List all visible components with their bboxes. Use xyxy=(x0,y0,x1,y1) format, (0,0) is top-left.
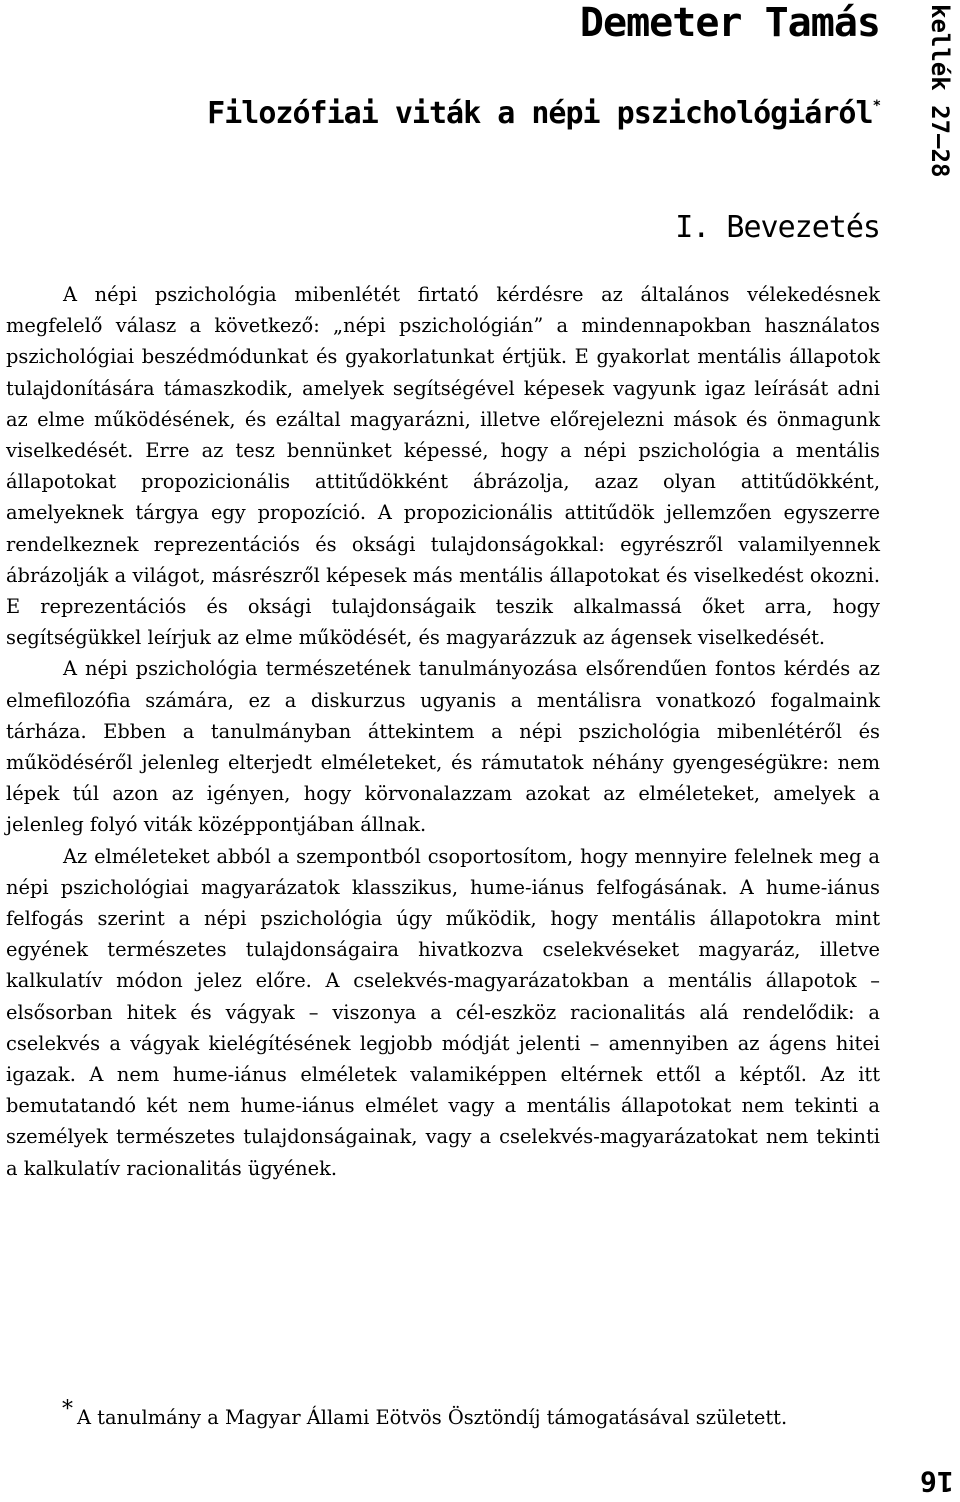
section-heading: I. Bevezetés xyxy=(675,210,880,245)
page-number: 16 xyxy=(920,1465,954,1498)
footnote xyxy=(62,1397,788,1430)
article-title xyxy=(207,96,880,131)
body-paragraph-3: Az elméleteket abból a szempontból csoportosítom, hogy mennyire felelnek meg a népi pszichológiai magyarázatok klasszikus, hume-iánus felfogásának. A hume-iánus felfogás szerint a népi pszichológia úgy működik, hogy mentális állapotokra mint egyének természetes tulajdonságaira hivatkozva cselekvéseket magyaráz, illetve kalkulatív módon jelez előre. A cselekvés-magyarázatokban a mentális állapotok – elsősorban hitek és vágyak – viszonya a cél-eszköz racionalitás alá rendelődik: a cselekvés a vágyak kielégítésének legjobb módját jelenti – amennyiben az ágens hitei igazak. A nem hume-iánus elméletek valamiképpen eltérnek ettől a képtől. Az itt bemutatandó két nem hume-iánus elmélet vagy a mentális állapotokat nem tekinti a személyek természetes tulajdonságainak, vagy a cselekvés-magyarázatokat nem tekinti a kalkulatív racionalitás ügyének. xyxy=(6,844,880,1180)
article-title-text: Filozófiai viták a népi pszichológiáról xyxy=(207,96,873,131)
author-name: Demeter Tamás xyxy=(579,0,880,46)
footnote-marker: * xyxy=(62,1397,73,1422)
body-paragraph-1: A népi pszichológia mibenlétét firtató kérdésre az általános vélekedésnek megfelelő válasz a következő: „népi pszichológián” a mindennapokban használatos pszichológiai beszédmódunkat és gyakorlatunkat értjük. E gyakorlat mentális állapotok tulajdonítására támaszkodik, amelyek segítségével képesek vagyunk igaz leírását adni az elme működésének, és ezáltal magyarázni, illetve előrejelezni mások és önmagunk viselkedését. Erre az tesz bennünket képessé, hogy a népi pszichológia a mentális állapotokat propozicionális attitűdökként ábrázolja, azaz olyan attitűdökként, amelyeknek tárgya egy propozíció. A propozicionális attitűdök jellemzően egyszerre rendelkeznek reprezentációs és oksági tulajdonságokkal: egyrészről valamilyennek ábrázolják a világot, másrészről képesek más mentális állapotokat és viselkedést okozni. E reprezentációs és oksági tulajdonságaik teszik alkalmassá őket arra, hogy segítségükkel leírjuk az elme működését, és magyarázzuk az ágensek viselkedését. xyxy=(6,283,880,650)
footnote-text: A tanulmány a Magyar Állami Eötvös Ösztöndíj támogatásával született. xyxy=(77,1406,788,1429)
body-paragraph-2: A népi pszichológia természetének tanulmányozása elsőrendűen fontos kérdés az elmefilozófia számára, ez a diskurzus ugyanis a mentálisra vonatkozó fogalmaink tárháza. Ebben a tanulmányban áttekintem a népi pszichológia mibenlétéről és működéséről jelenleg elterjedt elméleteket, és rámutatok néhány gyengeségükre: nem lépek túl azon az igényen, hogy körvonalazzam azokat az elméleteket, amelyek a jelenleg folyó viták középpontjában állnak. xyxy=(6,657,880,837)
journal-side-label: kellék 27–28 xyxy=(926,4,954,178)
article-body xyxy=(6,279,880,1184)
footnote-reference-marker: * xyxy=(872,98,880,114)
